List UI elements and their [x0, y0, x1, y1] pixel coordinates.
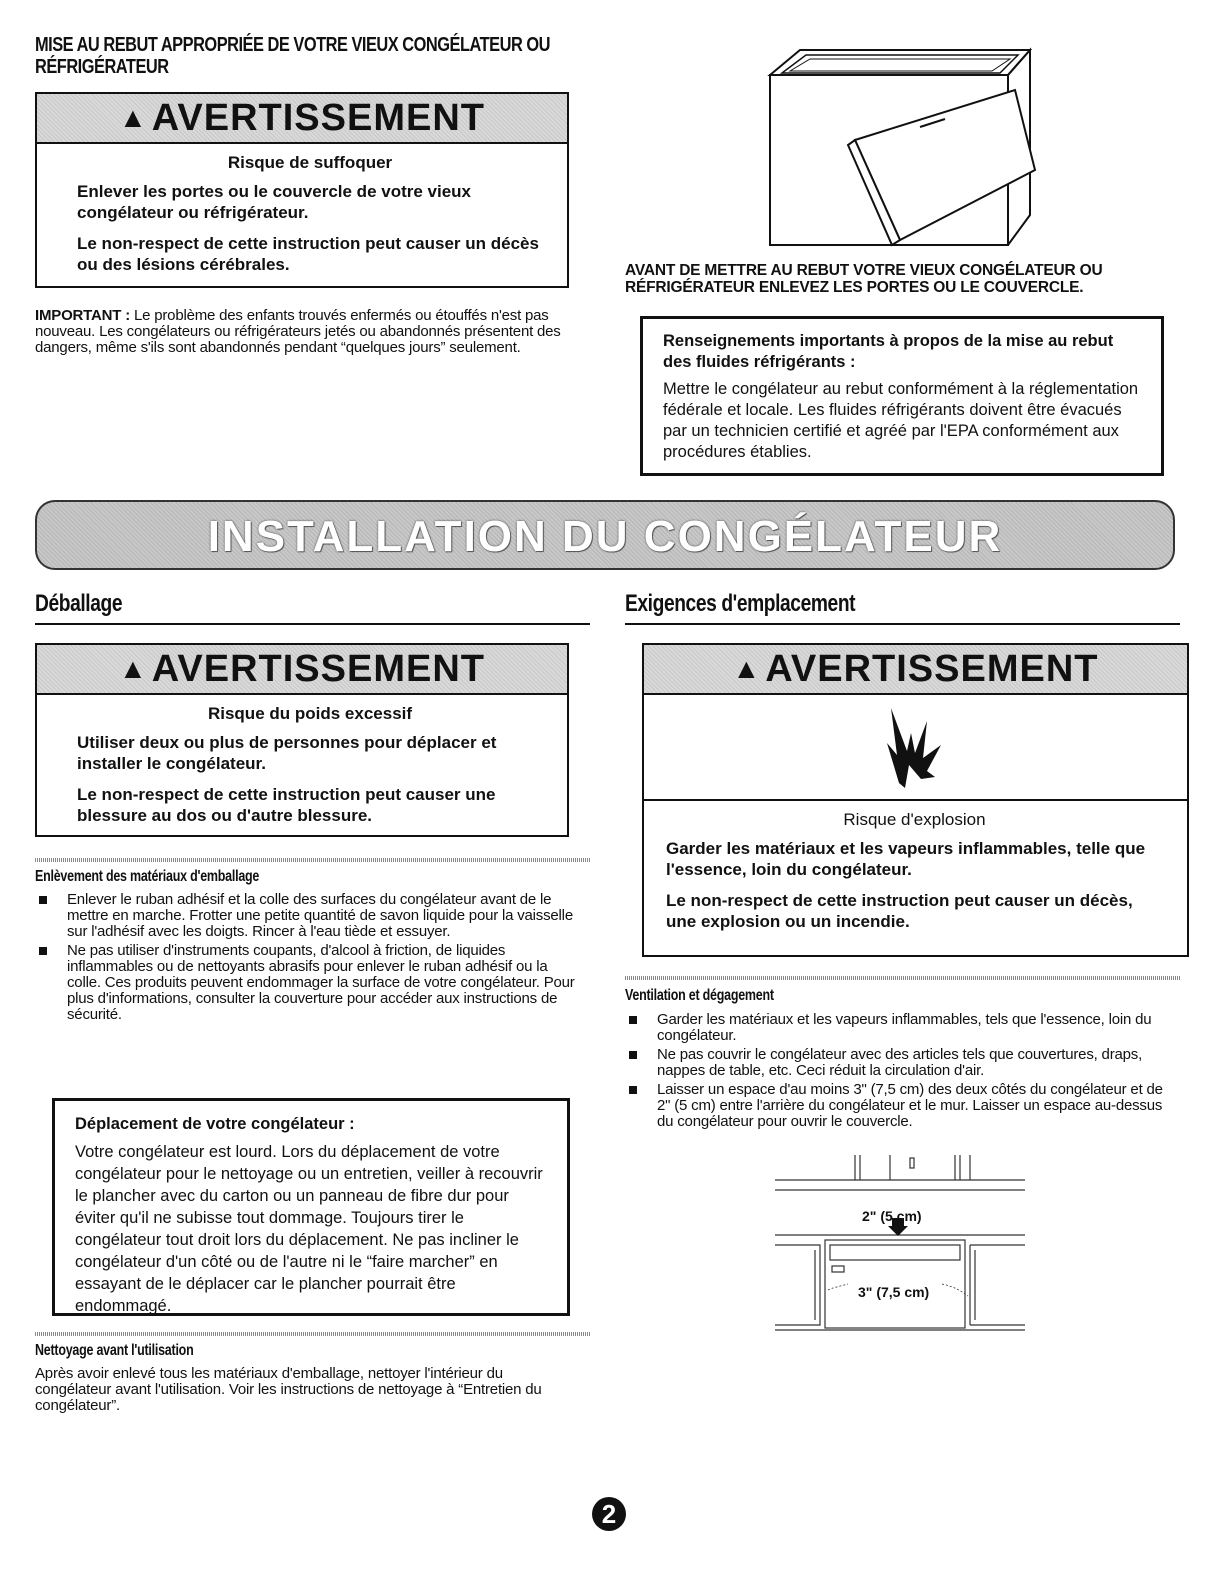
warning-instruction: Garder les matériaux et les vapeurs inflammables, telle que l'essence, loin du congélateur. — [666, 839, 1146, 879]
list-item: Ne pas couvrir le congélateur avec des articles tels que couvertures, draps, nappes de table, etc. Ceci réduit la circulation d'air. — [625, 1047, 1175, 1079]
warning-risk: Risque d'explosion — [843, 810, 986, 829]
important-text: Le problème des enfants trouvés enfermés ou étouffés n'est pas nouveau. Les congélateurs ou réfrigérateurs jetés ou abandonnés présentent des dangers, même s'ils sont abandonnés pendant “quelques jours” seulement. — [35, 307, 561, 356]
warning-header: ▲ AVERTISSEMENT — [644, 645, 1187, 695]
warning-instruction: Enlever les portes ou le couvercle de votre vieux congélateur ou réfrigérateur. — [77, 182, 472, 222]
explosion-icon — [869, 703, 949, 793]
moving-box-title: Déplacement de votre congélateur : — [75, 1115, 355, 1133]
important-label: IMPORTANT : — [35, 307, 131, 324]
side-clearance-label: 3" (7,5 cm) — [858, 1284, 930, 1300]
warning-consequence: Le non-respect de cette instruction peut causer un décès ou des lésions cérébrales. — [77, 234, 539, 274]
refrigerant-box-text: Mettre le congélateur au rebut conformément à la réglementation fédérale et locale. Les fluides réfrigérants doivent être évacués par un technicien certifié et agréé par l'EPA conformément aux procédures établies. — [663, 380, 1139, 461]
list-item: Enlever le ruban adhésif et la colle des surfaces du congélateur avant de le mettre en marche. Frotter une petite quantité de savon liquide pour la vaisselle sur l'adhésif avec les doigts. Rincer à l'eau tiède et essuyer. — [35, 892, 585, 940]
warning-risk: Risque du poids excessif — [207, 704, 413, 723]
location-title-rule — [625, 623, 1180, 625]
refrigerant-info-box — [640, 316, 1164, 476]
back-clearance-label: 2" (5 cm) — [862, 1208, 922, 1224]
list-item: Garder les matériaux et les vapeurs inflammables, tels que l'essence, loin du congélateur. — [625, 1012, 1175, 1044]
list-item: Ne pas utiliser d'instruments coupants, d'alcool à friction, de liquides inflammables ou de nettoyants abrasifs pour enlever le ruban adhésif ou la colle. Ces produits peuvent endommager la surface de votre congélateur. Pour plus d'informations, consulter la couverture pour accéder aux instructions de sécurité. — [35, 943, 585, 1023]
unpacking-title: Déballage — [35, 590, 123, 617]
warning-header: ▲ AVERTISSEMENT — [37, 645, 567, 695]
weight-warning-box — [35, 643, 569, 837]
packing-removal-title: Enlèvement des matériaux d'emballage — [35, 868, 260, 885]
warning-triangle-icon: ▲ — [119, 653, 148, 684]
warning-instruction: Utiliser deux ou plus de personnes pour déplacer et installer le congélateur. — [77, 733, 497, 773]
clearance-diagram-drawing — [770, 1150, 1030, 1340]
section-divider — [35, 858, 590, 862]
list-item: Laisser un espace d'au moins 3" (7,5 cm) des deux côtés du congélateur et de 2" (5 cm) entre l'arrière du congélateur et le mur. Laisser un espace au-dessus du congélateur pour ouvrir le couvercle. — [625, 1082, 1175, 1130]
warning-consequence: Le non-respect de cette instruction peut causer une blessure au dos ou d'autre blessure. — [77, 785, 496, 825]
section-divider — [35, 1332, 590, 1336]
ventilation-list — [625, 1012, 1175, 1133]
packing-removal-list — [35, 892, 585, 1026]
moving-freezer-box — [52, 1098, 570, 1316]
refrigerant-box-title: Renseignements importants à propos de la mise au rebut des fluides réfrigérants : — [663, 332, 1114, 371]
warning-header: ▲ AVERTISSEMENT — [37, 94, 567, 144]
important-paragraph — [35, 308, 590, 356]
installation-banner: INSTALLATION DU CONGÉLATEUR — [35, 500, 1175, 570]
suffocation-warning-box — [35, 92, 569, 288]
cleaning-title: Nettoyage avant l'utilisation — [35, 1342, 194, 1359]
unpacking-title-rule — [35, 623, 590, 625]
warning-triangle-icon: ▲ — [119, 102, 148, 133]
warning-triangle-icon: ▲ — [732, 653, 762, 684]
cleaning-text: Après avoir enlevé tous les matériaux d'emballage, nettoyer l'intérieur du congélateur avant l'utilisation. Voir les instructions de nettoyage à “Entretien du congélateur”. — [35, 1365, 542, 1414]
ventilation-title: Ventilation et dégagement — [625, 987, 774, 1004]
explosion-symbol-area — [644, 695, 1187, 801]
page-number: 2 — [601, 1499, 617, 1529]
location-title: Exigences d'emplacement — [625, 590, 856, 617]
clearance-diagram — [770, 1150, 1030, 1340]
disposal-title: MISE AU REBUT APPROPRIÉE DE VOTRE VIEUX CONGÉLATEUR OU RÉFRIGÉRATEUR — [35, 34, 550, 78]
explosion-warning-box — [642, 643, 1189, 957]
warning-risk: Risque de suffoquer — [227, 153, 393, 172]
section-divider — [625, 976, 1180, 980]
disposal-caption: AVANT DE METTRE AU REBUT VOTRE VIEUX CONGÉLATEUR OU RÉFRIGÉRATEUR ENLEVEZ LES PORTES OU LE COUVERCLE. — [625, 262, 1103, 296]
page-number-badge — [592, 1497, 626, 1531]
moving-box-text: Votre congélateur est lourd. Lors du déplacement de votre congélateur pour le nettoyage ou un entretien, veiller à recouvrir le plancher avec du carton ou un panneau de fibre dur pour éviter qu'il ne subisse tout dommage. Toujours tirer le congélateur tout droit lors du déplacement. Ne pas incliner le congélateur d'un côté ou de l'autre ni le “faire marcher” en essayant de le déplacer car le plancher pourrait être endommagé. — [75, 1143, 543, 1315]
freezer-lid-removed-illustration — [760, 45, 1050, 250]
warning-consequence: Le non-respect de cette instruction peut causer un décès, une explosion ou un incendie. — [666, 891, 1133, 931]
